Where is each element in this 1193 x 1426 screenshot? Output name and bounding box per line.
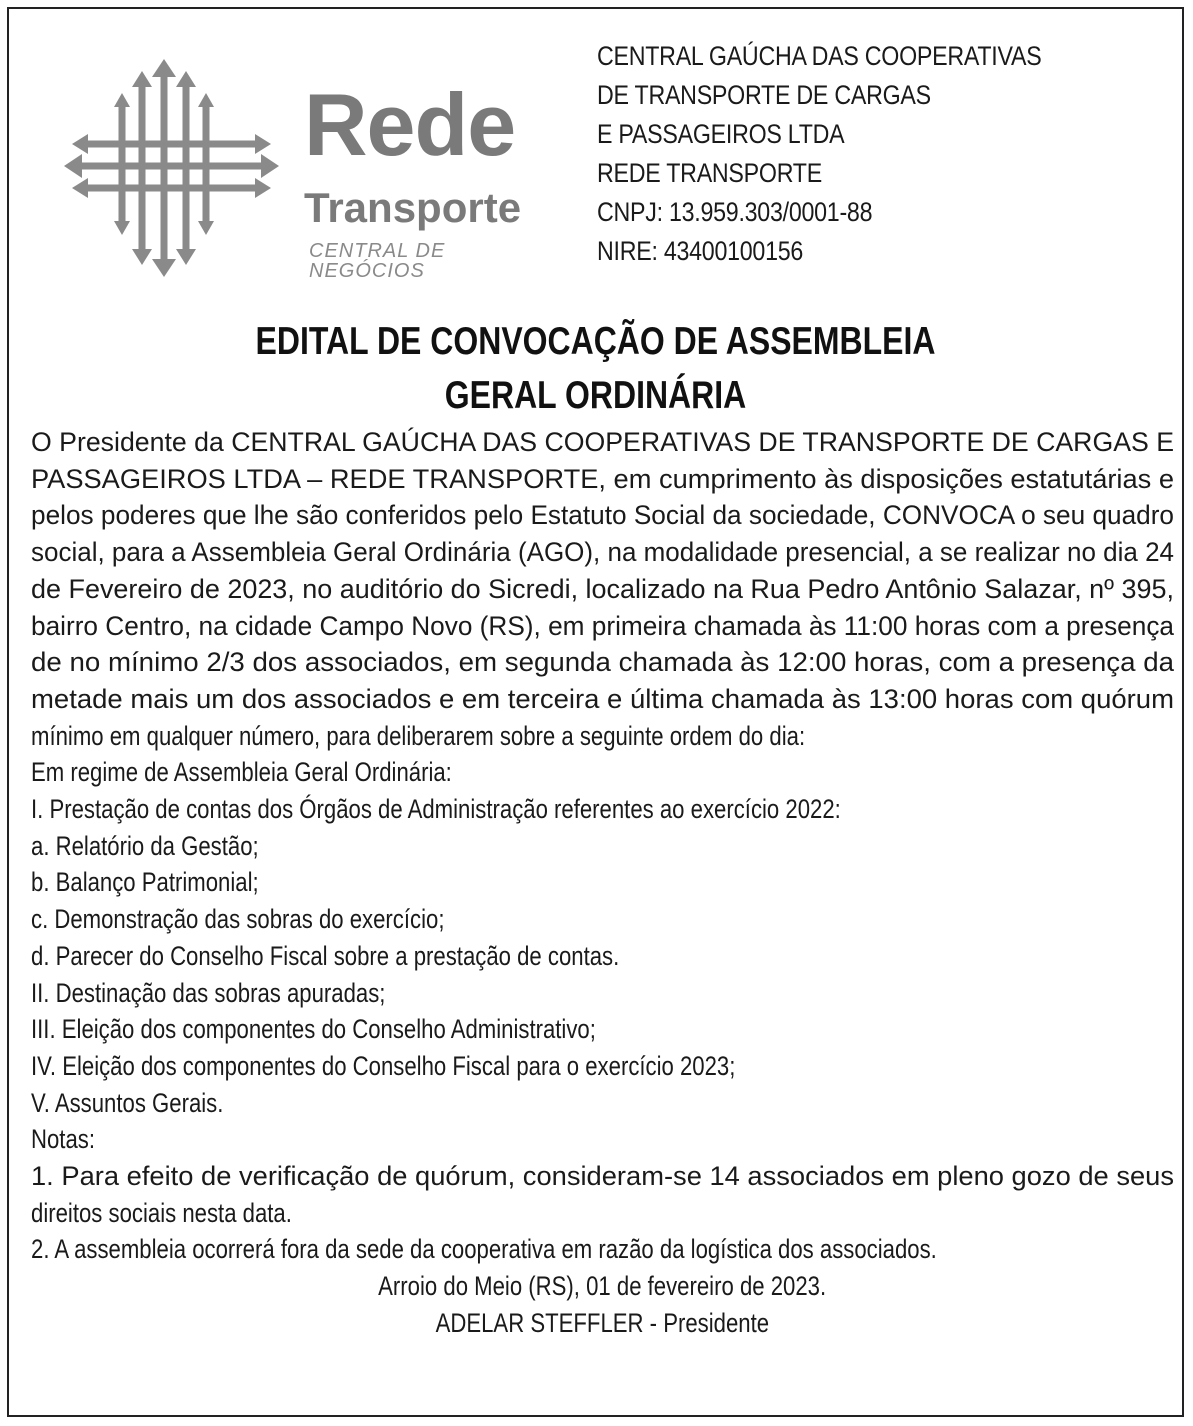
signature: ADELAR STEFFLER - Presidente xyxy=(435,1307,770,1338)
company-header xyxy=(597,37,1157,271)
agenda-item: b. Balanço Patrimonial; xyxy=(31,867,259,898)
intro-line: PASSAGEIROS LTDA – REDE TRANSPORTE, em cumprimento às disposições estatutárias e xyxy=(31,463,1174,494)
note-1-line-2: direitos sociais nesta data. xyxy=(31,1197,292,1228)
agenda-item: c. Demonstração das sobras do exercício; xyxy=(31,904,445,935)
intro-line: de Fevereiro de 2023, no auditório do Sicredi, localizado na Rua Pedro Antônio Salazar, nº 395, xyxy=(31,573,1174,604)
agenda-item: IV. Eleição dos componentes do Conselho Fiscal para o exercício 2023; xyxy=(31,1050,736,1081)
notice-title-line-1: EDITAL DE CONVOCAÇÃO DE ASSEMBLEIA xyxy=(255,320,936,363)
agenda-regime: Em regime de Assembleia Geral Ordinária: xyxy=(31,757,452,788)
intro-line: metade mais um dos associados e em terceira e última chamada às 13:00 horas com quórum xyxy=(31,683,1174,714)
company-nire: NIRE: 43400100156 xyxy=(597,236,804,266)
place-date: Arroio do Meio (RS), 01 de fevereiro de 2023. xyxy=(378,1271,827,1302)
logo-word-rede: Rede xyxy=(304,75,516,174)
intro-line: O Presidente da CENTRAL GAÚCHA DAS COOPERATIVAS DE TRANSPORTE DE CARGAS E xyxy=(31,427,1174,457)
agenda-item: I. Prestação de contas dos Órgãos de Administração referentes ao exercício 2022: xyxy=(31,794,841,825)
arrows-logo-icon xyxy=(64,59,279,279)
note-1-line-1: 1. Para efeito de verificação de quórum, consideram-se 14 associados em pleno gozo de seus xyxy=(31,1161,1174,1192)
notice-title-line-2: GERAL ORDINÁRIA xyxy=(444,374,747,417)
company-name-line-3: E PASSAGEIROS LTDA xyxy=(597,119,845,149)
notes-heading: Notas: xyxy=(31,1124,95,1155)
intro-line: social, para a Assembleia Geral Ordinária (AGO), na modalidade presencial, a se realizar no dia 24 xyxy=(31,537,1174,568)
agenda-item: II. Destinação das sobras apuradas; xyxy=(31,977,386,1008)
agenda-item: d. Parecer do Conselho Fiscal sobre a prestação de contas. xyxy=(31,940,620,971)
intro-line: de no mínimo 2/3 dos associados, em segunda chamada às 12:00 horas, com a presença da xyxy=(31,647,1174,678)
company-name-line-1: CENTRAL GAÚCHA DAS COOPERATIVAS xyxy=(597,41,1042,71)
logo xyxy=(64,59,564,282)
company-short-name: REDE TRANSPORTE xyxy=(597,158,822,188)
company-cnpj: CNPJ: 13.959.303/0001-88 xyxy=(597,197,873,227)
notice-frame xyxy=(7,7,1184,1417)
note-2: 2. A assembleia ocorrerá fora da sede da cooperativa em razão da logística dos associados. xyxy=(31,1234,937,1265)
agenda-item: V. Assuntos Gerais. xyxy=(31,1087,224,1118)
logo-word-transporte: Transporte xyxy=(304,184,522,231)
intro-line: bairro Centro, na cidade Campo Novo (RS), em primeira chamada às 11:00 horas com a presença xyxy=(31,610,1174,641)
notice-title xyxy=(9,315,1182,423)
notice-body xyxy=(31,424,1174,1342)
agenda-item: a. Relatório da Gestão; xyxy=(31,830,259,861)
agenda-item: III. Eleição dos componentes do Conselho Administrativo; xyxy=(31,1014,596,1045)
company-name-line-2: DE TRANSPORTE DE CARGAS xyxy=(597,80,931,110)
logo-tagline: CENTRAL DE NEGÓCIOS xyxy=(309,240,446,282)
intro-line: pelos poderes que lhe são conferidos pelo Estatuto Social da sociedade, CONVOCA o seu quadro xyxy=(31,500,1174,531)
intro-paragraph xyxy=(31,424,1174,754)
intro-line: mínimo em qualquer número, para deliberarem sobre a seguinte ordem do dia: xyxy=(31,720,806,751)
